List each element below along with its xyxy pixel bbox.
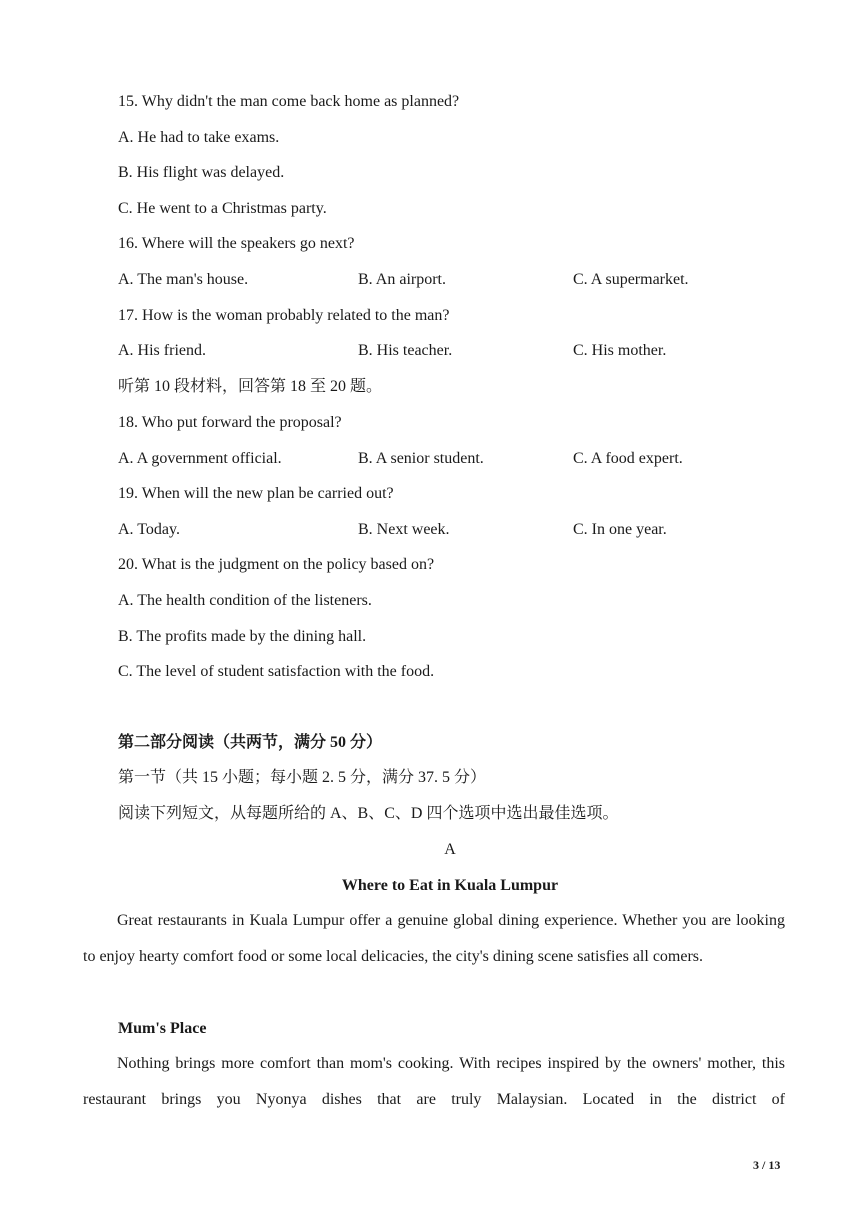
listening-instruction-10: 听第 10 段材料，回答第 18 至 20 题。 [118, 378, 383, 395]
question-19-option-b: B. Next week. [358, 521, 450, 538]
question-15-option-a: A. He had to take exams. [118, 129, 280, 146]
question-15-option-b: B. His flight was delayed. [118, 164, 285, 181]
question-20-option-b: B. The profits made by the dining hall. [118, 628, 367, 645]
page-number: 3 / 13 [753, 1158, 781, 1172]
question-18-option-c: C. A food expert. [573, 450, 683, 467]
passage-letter: A [444, 841, 456, 858]
part2-heading: 第二部分阅读（共两节，满分 50 分） [118, 734, 383, 751]
question-16-option-a: A. The man's house. [118, 271, 249, 288]
question-15-stem: 15. Why didn't the man come back home as planned? [118, 93, 460, 110]
passage-title: Where to Eat in Kuala Lumpur [341, 877, 559, 894]
question-20-option-a: A. The health condition of the listeners. [118, 592, 372, 609]
question-16-option-c: C. A supermarket. [573, 271, 689, 288]
question-19-option-c: C. In one year. [573, 521, 667, 538]
question-17-option-b: B. His teacher. [358, 342, 453, 359]
question-16-option-b: B. An airport. [358, 271, 446, 288]
question-18-option-a: A. A government official. [118, 450, 282, 467]
question-17-option-c: C. His mother. [573, 342, 667, 359]
section1-heading: 第一节（共 15 小题；每小题 2. 5 分，满分 37. 5 分） [118, 769, 487, 786]
question-17-stem: 17. How is the woman probably related to the man? [118, 307, 450, 324]
question-19-option-a: A. Today. [118, 521, 180, 538]
question-15-option-c: C. He went to a Christmas party. [118, 200, 327, 217]
question-19-stem: 19. When will the new plan be carried out? [118, 485, 394, 502]
reading-directions: 阅读下列短文，从每题所给的 A、B、C、D 四个选项中选出最佳选项。 [118, 805, 619, 822]
question-20-stem: 20. What is the judgment on the policy based on? [118, 556, 435, 573]
question-17-option-a: A. His friend. [118, 342, 206, 359]
question-18-option-b: B. A senior student. [358, 450, 484, 467]
passage-subhead-mums-place: Mum's Place [118, 1020, 207, 1037]
question-18-stem: 18. Who put forward the proposal? [118, 414, 342, 431]
passage-paragraph-mums-place: Nothing brings more comfort than mom's cooking. With recipes inspired by the owners' mother, this restaurant brings you Nyonya dishes that are truly Malaysian. Located in the district of [83, 1055, 785, 1108]
passage-intro: Great restaurants in Kuala Lumpur offer a genuine global dining experience. Whether you are looking to enjoy hearty comfort food or some local delicacies, the city's dining scene satisfies all comers. [83, 912, 785, 965]
question-16-stem: 16. Where will the speakers go next? [118, 235, 355, 252]
question-20-option-c: C. The level of student satisfaction with the food. [118, 663, 435, 680]
